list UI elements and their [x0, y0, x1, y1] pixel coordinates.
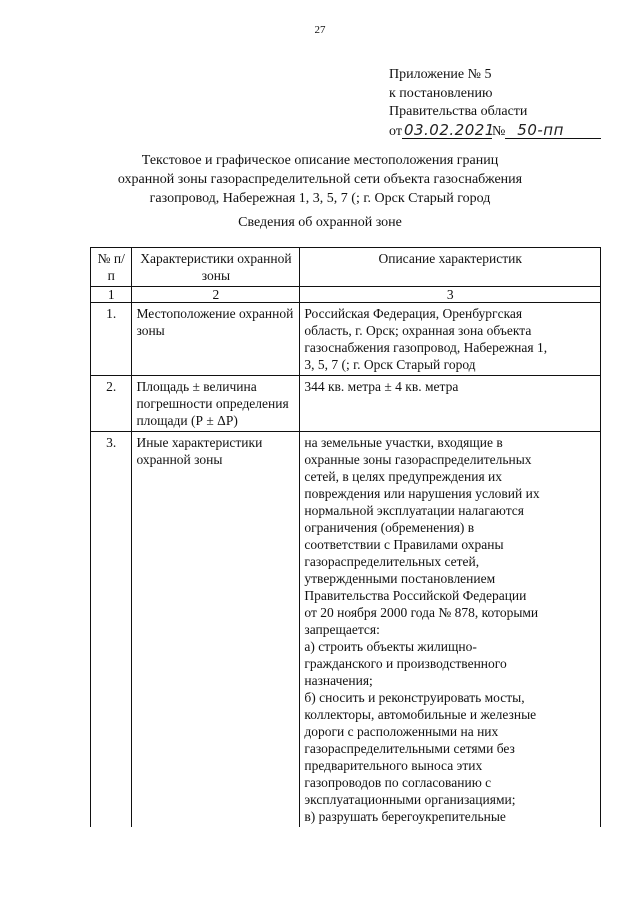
description-line: а) строить объекты жилищно- — [304, 639, 477, 654]
index-cell-1: 1 — [91, 287, 132, 303]
title-line-1: Текстовое и графическое описание местоположения границ — [141, 153, 499, 168]
row-number: 1. — [91, 303, 132, 376]
table-row — [91, 432, 601, 828]
appendix-line-2: к постановлению — [389, 85, 493, 101]
description-line: газораспределительных сетей, — [304, 554, 480, 569]
handwritten-number: 50-пп — [505, 122, 601, 139]
description-line: охранные зоны газораспределительных — [304, 452, 532, 467]
header-num: № п/п — [91, 248, 132, 287]
description-line: б) сносить и реконструировать мосты, — [304, 690, 525, 705]
description-line: 344 кв. метра ± 4 кв. метра — [304, 379, 459, 394]
description-line: на земельные участки, входящие в — [304, 435, 503, 450]
description-line: сетей, в целях предупреждения их — [304, 469, 502, 484]
description-line: газопроводов по согласованию с — [304, 775, 492, 790]
description-line: дороги с расположенными на них — [304, 724, 499, 739]
row-number: 3. — [91, 432, 132, 828]
description-line: Российская Федерация, Оренбургская — [304, 306, 523, 321]
description-line: соответствии с Правилами охраны — [304, 537, 504, 552]
table-index-row — [91, 287, 601, 303]
row-number: 2. — [91, 376, 132, 432]
description-line: в) разрушать берегоукрепительные — [304, 809, 506, 824]
description-line: от 20 ноября 2000 года № 878, которыми — [304, 605, 539, 620]
row-description — [300, 376, 601, 432]
row-characteristic: Иные характеристики охранной зоны — [132, 432, 300, 828]
appendix-date-line — [389, 122, 629, 142]
page-number: 27 — [314, 24, 326, 36]
description-line: запрещается: — [304, 622, 380, 637]
document-title — [80, 151, 560, 208]
description-line: 3, 5, 7 (; г. Орск Старый город — [304, 357, 476, 372]
description-line: назначения; — [304, 673, 373, 688]
row-description — [300, 432, 601, 828]
protection-zone-table — [90, 247, 601, 827]
description-line: газоснабжения газопровод, Набережная 1, — [304, 340, 548, 355]
description-line: область, г. Орск; охранная зона объекта — [304, 323, 532, 338]
row-characteristic: Площадь ± величина погрешности определения площади (Р ± ΔР) — [132, 376, 300, 432]
description-line: повреждения или нарушения условий их — [304, 486, 540, 501]
row-description — [300, 303, 601, 376]
description-line: нормальной эксплуатации налагаются — [304, 503, 524, 518]
header-characteristic: Характеристики охранной зоны — [132, 248, 300, 287]
description-line: предварительного выноса этих — [304, 758, 483, 773]
table-row — [91, 303, 601, 376]
number-label: № — [491, 123, 506, 139]
index-cell-3: 3 — [300, 287, 601, 303]
header-description: Описание характеристик — [300, 248, 601, 287]
appendix-block — [389, 66, 629, 141]
description-line: Правительства Российской Федерации — [304, 588, 527, 603]
section-subtitle: Сведения об охранной зоне — [238, 215, 402, 230]
description-line: утвержденными постановлением — [304, 571, 496, 586]
handwritten-date: 03.02.2021 — [403, 120, 495, 139]
table-row — [91, 376, 601, 432]
table-header-row — [91, 248, 601, 287]
row-characteristic: Местоположение охранной зоны — [132, 303, 300, 376]
title-line-3: газопровод, Набережная 1, 3, 5, 7 (; г. Орск Старый город — [149, 191, 491, 206]
description-line: ограничения (обременения) в — [304, 520, 475, 535]
description-line: эксплуатационными организациями; — [304, 792, 516, 807]
index-cell-2: 2 — [132, 287, 300, 303]
from-label: от — [389, 123, 402, 139]
appendix-line-3: Правительства области — [389, 104, 528, 119]
description-line: коллекторы, автомобильные и железные — [304, 707, 537, 722]
title-line-2: охранной зоны газораспределительной сети объекта газоснабжения — [117, 172, 523, 187]
description-line: гражданского и производственного — [304, 656, 507, 671]
table-body — [91, 303, 601, 828]
appendix-line-1: Приложение № 5 — [389, 67, 492, 82]
description-line: газораспределительными сетями без — [304, 741, 515, 756]
